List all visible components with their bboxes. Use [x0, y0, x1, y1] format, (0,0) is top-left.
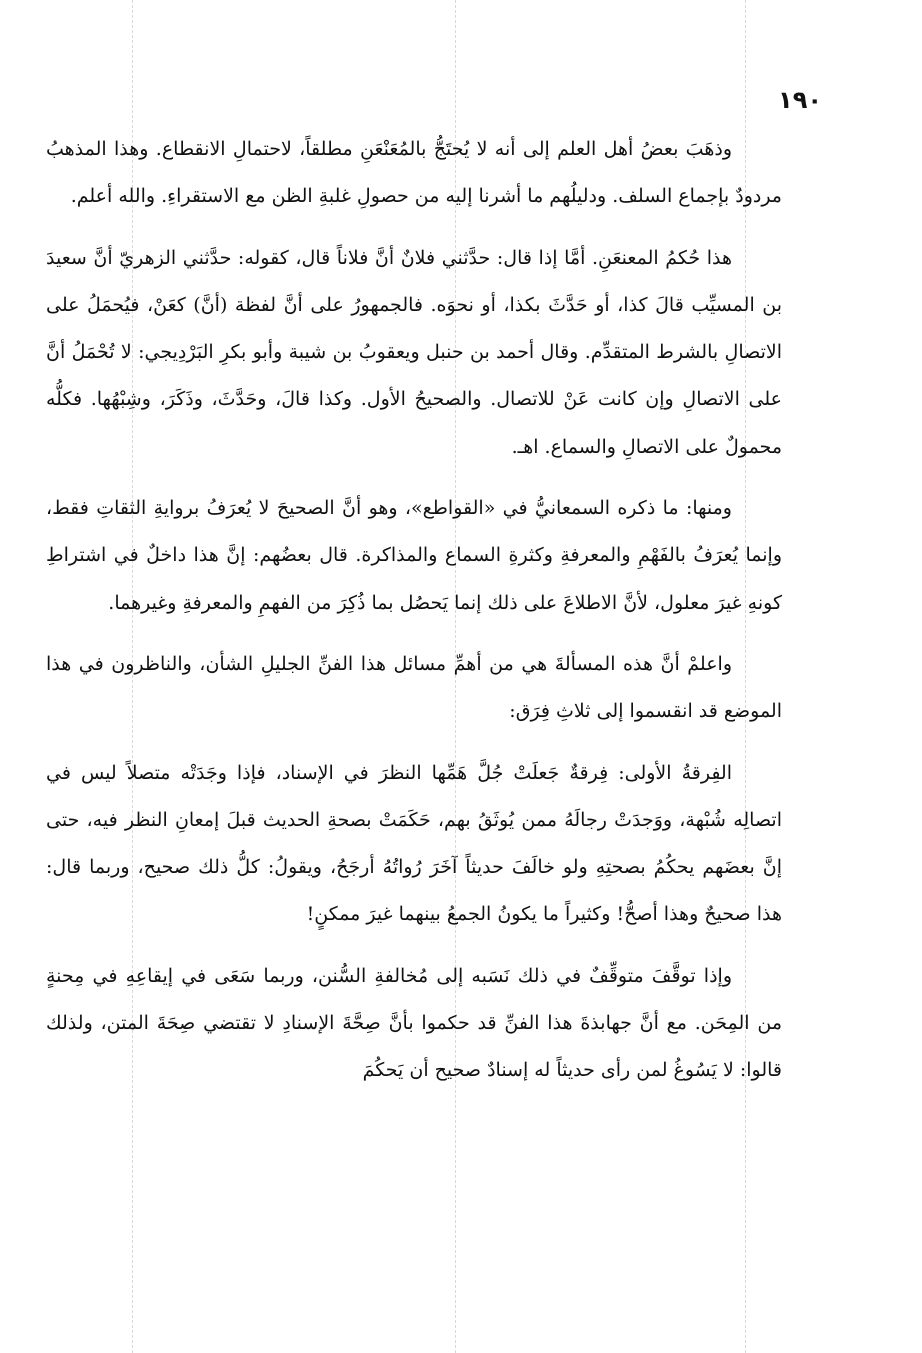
paragraph: وإذا توقَّفَ متوقِّفٌ في ذلك نَسَبه إلى مُخالفةِ السُّنن، وربما سَعَى في إيقاعِهِ في مِحنةٍ من المِحَن. مع أنَّ جهابذةَ هذا الفنِّ قد حكموا بأنَّ صِحَّةَ الإسنادِ لا تقتضي صِحَةَ المتن، ولذلك قالوا: لا يَسُوغُ لمن رأى حديثاً له إسنادٌ صحيح أن يَحكُمَ — [46, 964, 782, 1082]
page-number: ١٩٠ — [778, 86, 822, 114]
paragraph: الفِرقةُ الأولى: فِرقةٌ جَعلَتْ جُلَّ هَمِّها النظرَ في الإسناد، فإذا وجَدَتْه متصلاً ليس في اتصالِه شُبْهة، ووَجدَتْ رجالَهُ ممن يُوثَقُ بهم، حَكَمَتْ بصحةِ الحديث قبلَ إمعانِ النظر فيه، حتى إنَّ بعضَهم يحكُمُ بصحتِهِ ولو خالَفَ حديثاً آخَرَ رُواتُهُ أرجَحُ، ويقولُ: كلُّ ذلك صحيح، وربما قال: هذا صحيحٌ وهذا أصحُّ! وكثيراً ما يكونُ الجمعُ بينهما غيرَ ممكنٍ! — [46, 761, 782, 926]
paragraph: هذا حُكمُ المعنعَنِ. أمَّا إذا قال: حدَّثني فلانٌ أنَّ فلاناً قال، كقوله: حدَّثني الزهريّ أنَّ سعيدَ بن المسيِّب قالَ كذا، أو حَدَّثَ بكذا، أو نحوَه. فالجمهورُ على أنَّ لفظة (أنَّ) كعَنْ، فيُحمَلُ على الاتصالِ بالشرط المتقدِّم. وقال أحمد بن حنبل ويعقوبُ بن شيبة وأبو بكرِ البَرْدِيجي: لا تُحْمَلُ أنَّ على الاتصالِ وإن كانت عَنْ للاتصال. والصحيحُ الأول. وكذا قالَ، وحَدَّثَ، وذَكَرَ، وشِبْهُها. فكلُّه محمولٌ على الاتصالِ والسماع. اهـ. — [46, 246, 782, 458]
paragraph: وذهَبَ بعضُ أهل العلم إلى أنه لا يُحتَجُّ بالمُعَنْعَنِ مطلقاً، لاحتمالِ الانقطاع. وهذا المذهبُ مردودٌ بإجماع السلف. ودليلُهم ما أشرنا إليه من حصولِ غلبةِ الظن مع الاستقراءِ. والله أعلم. — [46, 138, 782, 208]
page-body — [46, 126, 782, 1109]
paragraph: واعلمْ أنَّ هذه المسألةَ هي من أهمِّ مسائل هذا الفنِّ الجليلِ الشأن، والناظرون في هذا الموضع قد انقسموا إلى ثلاثِ فِرَق: — [46, 652, 782, 723]
paragraph: ومنها: ما ذكره السمعانيُّ في «القواطع»، وهو أنَّ الصحيحَ لا يُعرَفُ بروايةِ الثقاتِ فقط، وإنما يُعرَفُ بالفَهْمِ والمعرفةِ وكثرةِ السماع والمذاكرة. قال بعضُهم: إنَّ هذا داخلٌ في اشتراطِ كونهِ غيرَ معلول، لأنَّ الاطلاعَ على ذلك إنما يَحصُل بما ذُكِرَ من الفهمِ والمعرفةِ وغيرهما. — [46, 497, 782, 614]
